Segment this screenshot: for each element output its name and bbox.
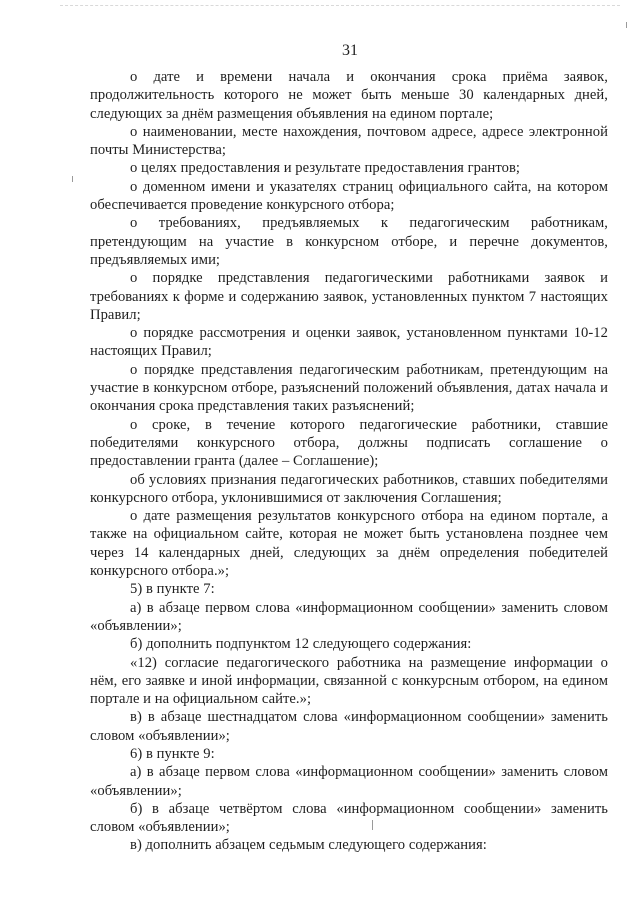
paragraph: б) в абзаце четвёртом слова «информационном сообщении» заменить словом «объявлении»;: [90, 800, 608, 836]
paragraph: а) в абзаце первом слова «информационном сообщении» заменить словом «объявлении»;: [90, 599, 608, 634]
paragraph: о требованиях, предъявляемых к педагогическим работникам, претендующим на участие в конкурсном отборе, и перечне документов, предъявляемых ими;: [90, 215, 608, 268]
scan-artifact: [60, 5, 620, 10]
paragraph: 5) в пункте 7:: [130, 581, 215, 598]
paragraph: о сроке, в течение которого педагогические работники, ставшие победителями конкурсного отбора, должны подписать соглашение о предоставлении гранта (далее – Соглашение);: [90, 416, 608, 470]
paragraph: о доменном имени и указателях страниц официального сайта, на котором обеспечивается проведение конкурсного отбора;: [90, 178, 608, 214]
paragraph: в) дополнить абзацем седьмым следующего содержания:: [130, 837, 487, 854]
paragraph: о дате и времени начала и окончания срока приёма заявок, продолжительность которого не может быть меньше 30 календарных дней, следующих за днём размещения объявления на едином портале;: [90, 69, 608, 122]
paragraph: о целях предоставления и результате предоставления грантов;: [130, 160, 521, 177]
paragraph: 6) в пункте 9:: [130, 745, 215, 762]
paragraph: «12) согласие педагогического работника на размещение информации о нём, его заявке и иной информации, связанной с конкурсным отбором, на едином портале и на официальном сайте.»;: [90, 654, 608, 708]
paragraph: о порядке представления педагогическим работникам, претендующим на участие в конкурсном отборе, разъяснений положений объявления, датах начала и окончания срока представления таких разъяснений;: [90, 361, 608, 415]
paragraph: б) дополнить подпунктом 12 следующего содержания:: [130, 636, 472, 653]
scan-artifact: [626, 22, 627, 28]
paragraph: о порядке рассмотрения и оценки заявок, установленном пунктами 10-12 настоящих Правил;: [90, 325, 608, 360]
paragraph: в) в абзаце шестнадцатом слова «информационном сообщении» заменить словом «объявлении»;: [90, 709, 608, 744]
document-body: [90, 68, 608, 855]
paragraph: а) в абзаце первом слова «информационном сообщении» заменить словом «объявлении»;: [90, 764, 608, 799]
paragraph: об условиях признания педагогических работников, ставших победителями конкурсного отбора, уклонившимися от заключения Соглашения;: [90, 471, 608, 506]
paragraph: о наименовании, месте нахождения, почтовом адресе, адресе электронной почты Министерства;: [90, 123, 608, 159]
paragraph: о порядке представления педагогическими работниками заявок и требованиях к форме и содержанию заявок, установленных пунктом 7 настоящих Правил;: [90, 270, 608, 323]
paragraph: о дате размещения результатов конкурсного отбора на едином портале, а также на официальном сайте, которая не может быть установлена позднее чем через 14 календарных дней, следующих за днём определения победителей конкурсного отбора.»;: [90, 508, 608, 580]
page-number: 31: [342, 42, 358, 59]
scan-artifact: [72, 176, 73, 182]
